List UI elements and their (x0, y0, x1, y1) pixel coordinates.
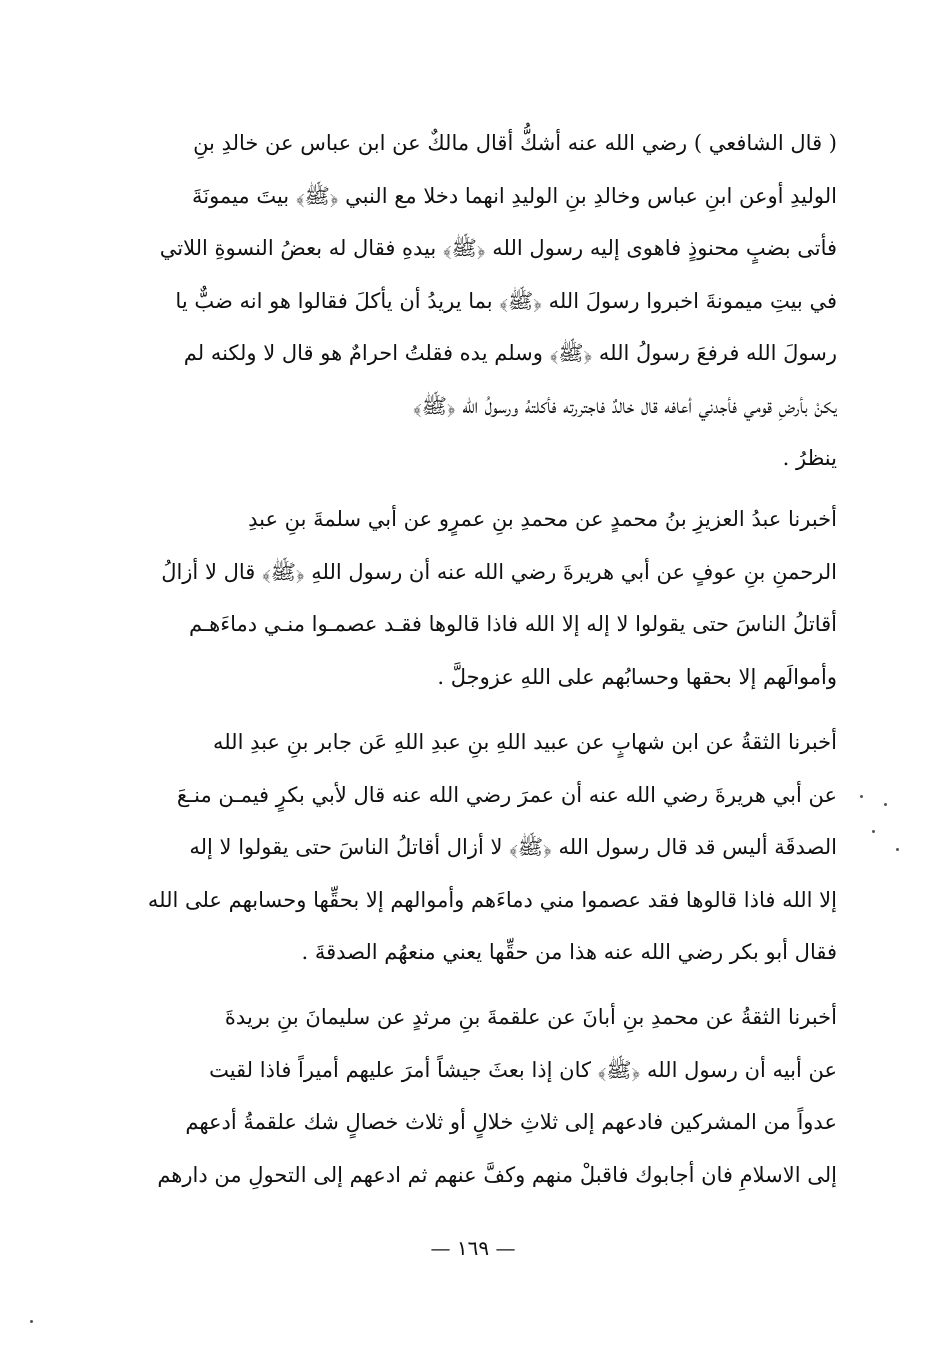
text-line: ينظرُ . (782, 446, 837, 470)
text-line: عدواً من المشركين فادعهم إلى ثلاثِ خلالٍ أو ثلاث خصالٍ شك علقمةُ أدعهم (185, 1110, 837, 1134)
text-line: فأتى بضبٍ محنوذٍ فاهوى إليه رسول الله ﴿ﷺ﴾ بيدهِ فقال له بعضُ النسوةِ اللاتي (159, 236, 837, 260)
page-number: — ١٦٩ — (430, 1236, 516, 1260)
text-line: الوليدِ أوعن ابنِ عباس وخالدِ بنِ الوليدِ انهما دخلا مع النبي ﴿ﷺ﴾ بيتَ ميمونَةَ (191, 183, 837, 208)
paragraph-ibn-shihab-hadith (112, 716, 837, 979)
text-line: الصدقَة أليس قد قال رسول الله ﴿ﷺ﴾ لا أزال أقاتلُ الناسَ حتى يقولوا لا إله (189, 835, 837, 859)
text-line: عن أبيه أن رسول الله ﴿ﷺ﴾ كان إذا بعثَ جيشاً أمرَ عليهم أميراً فاذا لقيت (209, 1057, 837, 1082)
paragraph-abdulaziz-hadith (112, 493, 837, 703)
text-line: في بيتِ ميمونةَ اخبروا رسولَ الله ﴿ﷺ﴾ بما يريدُ أن يأكلَ فقالوا هو انه ضبٌّ يا (175, 288, 837, 313)
text-line: فقال أبو بكر رضي الله عنه هذا من حقِّها يعني منعهُم الصدقةَ . (301, 940, 837, 964)
scan-speck (872, 830, 875, 833)
scan-speck (884, 803, 887, 806)
text-line: إلا الله فاذا قالوها فقد عصموا مني دماءَهم وأموالهم إلا بحقِّها وحسابهم على الله (147, 887, 837, 912)
scan-speck (896, 848, 899, 851)
text-line: أخبرنا الثقةُ عن محمدِ بنِ أبانَ عن علقمةَ بنِ مرثدٍ عن سليمانَ بنِ بريدةَ (224, 1005, 837, 1029)
text-line: الرحمنِ بنِ عوفٍ عن أبي هريرةَ رضي الله عنه أن رسول اللهِ ﴿ﷺ﴾ قال لا أزالُ (161, 559, 837, 584)
text-line: إلى الاسلامِ فان أجابوك فاقبلْ منهم وكفَّ عنهم ثم ادعهم إلى التحولِ من دارهم (157, 1162, 837, 1187)
paragraph-muhammad-aban-hadith (112, 991, 837, 1201)
scan-speck (30, 1320, 33, 1323)
text-line: ( قال الشافعي ) رضي الله عنه أشكُّ أقال مالكٌ عن ابن عباس عن خالدِ بنِ (193, 131, 837, 155)
text-line: أخبرنا الثقةُ عن ابن شهابٍ عن عبيد اللهِ بنِ عبدِ اللهِ عَن جابر بنِ عبدِ الله (212, 730, 837, 754)
text-line: أخبرنا عبدُ العزيزِ بنُ محمدٍ عن محمدِ بنِ عمرٍو عن أبي سلمةَ بنِ عبدِ (248, 507, 837, 531)
paragraph-shafii-hadith (112, 117, 837, 485)
text-line: يكنْ بأرضِ قومي فأجدني أعافه قال خالدٌ فاجتررته فأكلتهُ ورسولُ الله ﴿ﷺ﴾ (412, 393, 837, 418)
text-line: أقاتلُ الناسَ حتى يقولوا لا إله إلا الله فاذا قالوها فقـد عصمـوا منـي دماءَهـم (189, 612, 837, 636)
text-line: عن أبي هريرةَ رضي الله عنه أن عمرَ رضي الله عنه قال لأبي بكرٍ فيمـن منـعَ (176, 782, 837, 807)
text-line: وأموالَهم إلا بحقها وحسابُهم على اللهِ عزوجلَّ . (437, 664, 837, 689)
text-line: رسولَ الله فرفعَ رسولُ الله ﴿ﷺ﴾ وسلم يده فقلتُ احرامٌ هو قال لا ولكنه لم (183, 341, 837, 365)
scan-speck (860, 795, 863, 798)
